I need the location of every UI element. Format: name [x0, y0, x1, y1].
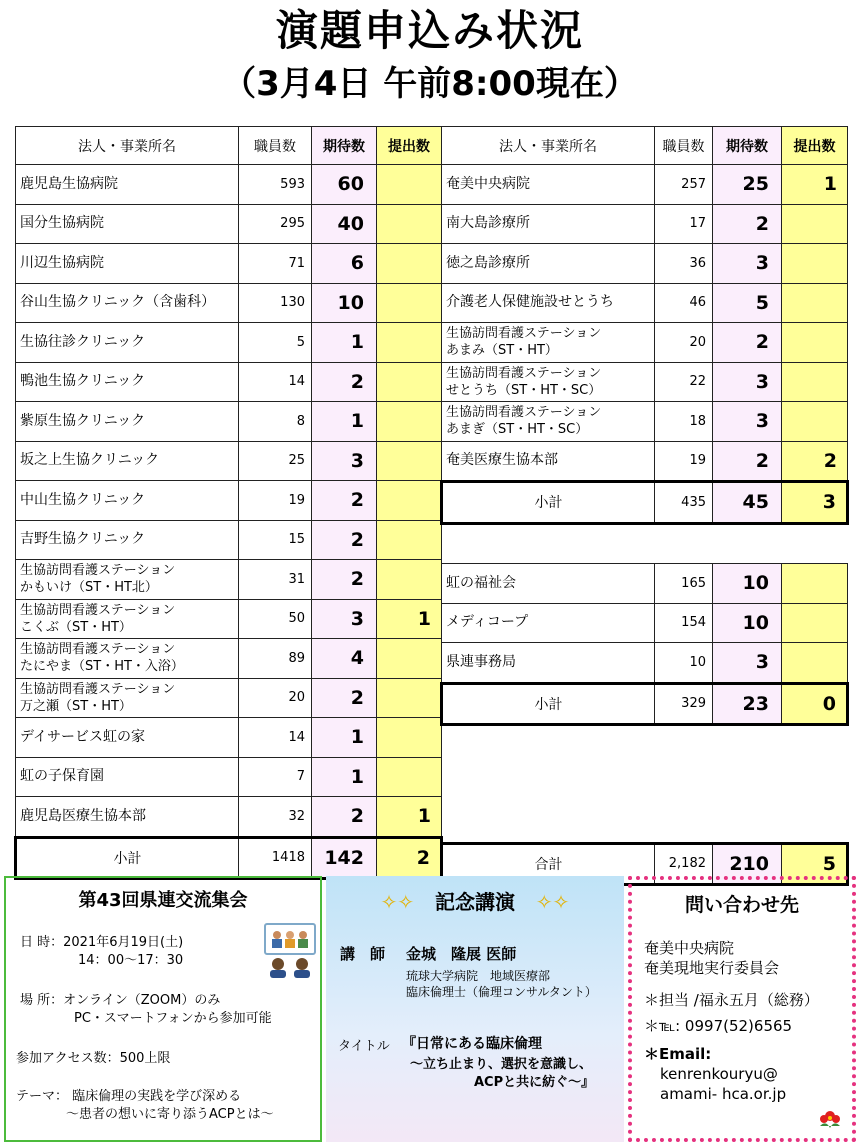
staff-count: 14: [239, 362, 312, 402]
total-expected: 210: [713, 843, 782, 885]
table-row: [16, 481, 442, 521]
total-expected: 23: [713, 683, 782, 725]
staff-count: 18: [655, 402, 713, 442]
expected-count: 1: [312, 718, 377, 758]
expected-count: 2: [312, 520, 377, 560]
expected-count: 10: [312, 283, 377, 323]
sparkle-icon: ✧✧: [380, 890, 415, 914]
header-staff: 職員数: [655, 127, 713, 165]
submitted-count: [377, 560, 442, 600]
submitted-count: [377, 402, 442, 442]
submitted-count: [377, 441, 442, 481]
staff-count: 15: [239, 520, 312, 560]
submitted-count: [377, 481, 442, 521]
table-row: [16, 362, 442, 402]
org-name: [442, 603, 655, 643]
table-row: [16, 283, 442, 323]
submitted-count: [782, 244, 848, 284]
org-name-line: 紫原生協クリニック: [20, 412, 146, 429]
expected-count: 6: [312, 244, 377, 284]
header-submitted: 提出数: [782, 127, 848, 165]
total-submitted: 5: [782, 843, 848, 885]
contact-org: 奄美中央病院: [644, 939, 735, 957]
submitted-count: 1: [377, 599, 442, 639]
org-name-line: 南大島診療所: [446, 215, 530, 232]
org-name: [16, 678, 239, 718]
table-header-row: [16, 127, 442, 165]
org-name-line2: たにやま（ST・HT・入浴）: [20, 659, 184, 675]
spacer-cell: [713, 523, 782, 564]
talk-subtitle: ～立ち止まり、選択を意識し、: [410, 1057, 593, 1072]
header-expected: 期待数: [713, 127, 782, 165]
staff-count: 130: [239, 283, 312, 323]
submitted-count: [377, 204, 442, 244]
header-staff: 職員数: [239, 127, 312, 165]
table-row: [16, 560, 442, 600]
meeting-place-note: PC・スマートフォンから参加可能: [74, 1011, 272, 1026]
submitted-count: [377, 678, 442, 718]
meeting-title: 第43回県連交流集会: [78, 890, 248, 911]
spacer-cell: [655, 725, 713, 765]
org-name: [16, 481, 239, 521]
org-name-line: 生協訪問看護ステーション: [20, 642, 176, 658]
meeting-time: 14：00～17：30: [78, 953, 184, 968]
total-submitted: 2: [377, 837, 442, 879]
submitted-count: [782, 283, 848, 323]
staff-count: 5: [239, 323, 312, 363]
speaker-affiliation: 琉球大学病院 地域医療部: [406, 969, 551, 983]
org-name-line: 中山生協クリニック: [20, 491, 146, 508]
right-table: [440, 126, 849, 886]
org-name-line: 鹿児島生協病院: [20, 175, 118, 192]
org-name-line: 虹の子保育園: [20, 768, 104, 785]
org-name-line: 鹿児島医療生協本部: [20, 807, 146, 824]
table-row: [442, 165, 848, 205]
org-name-line: 県連事務局: [446, 653, 516, 670]
staff-count: 46: [655, 283, 713, 323]
org-name-line: 奄美医療生協本部: [446, 452, 558, 469]
total-submitted: 3: [782, 482, 848, 524]
meeting-place: 場 所：オンライン（ZOOM）のみ: [20, 993, 221, 1008]
org-name: [442, 165, 655, 205]
spacer-cell: [782, 803, 848, 843]
submitted-count: [782, 204, 848, 244]
org-name: [16, 402, 239, 442]
expected-count: 10: [713, 603, 782, 643]
header-name: 法人・事業所名: [442, 127, 655, 165]
submitted-count: [782, 362, 848, 402]
org-name: [442, 402, 655, 442]
expected-count: 3: [713, 402, 782, 442]
submitted-count: 1: [377, 797, 442, 838]
table-row: [16, 718, 442, 758]
right-subtotal-b-row: [442, 683, 848, 725]
org-name: [442, 441, 655, 482]
spacer-cell: [442, 765, 655, 804]
meeting-theme-sub: ～患者の想いに寄り添うACPとは～: [66, 1107, 274, 1122]
table-row: [442, 283, 848, 323]
org-name: [16, 362, 239, 402]
meeting-date: 日 時：2021年6月19日(土): [20, 935, 184, 950]
lecture-title-row: [326, 886, 624, 915]
staff-count: 36: [655, 244, 713, 284]
submitted-count: [782, 402, 848, 442]
table-row: [442, 244, 848, 284]
org-name-line: メディコープ: [446, 614, 529, 631]
submitted-count: [377, 520, 442, 560]
org-name-line: 介護老人保健施設せとうち: [446, 294, 614, 311]
staff-count: 7: [239, 757, 312, 797]
expected-count: 3: [713, 244, 782, 284]
lecture-box: [326, 876, 624, 1142]
total-expected: 45: [713, 482, 782, 524]
expected-count: 2: [312, 560, 377, 600]
staff-count: 19: [655, 441, 713, 482]
submitted-count: [782, 643, 848, 684]
expected-count: 1: [312, 402, 377, 442]
org-name-line2: あまみ（ST・HT）: [446, 343, 558, 359]
staff-count: 71: [239, 244, 312, 284]
org-name-line: 鴨池生協クリニック: [20, 373, 146, 390]
spacer-row: [442, 523, 848, 564]
org-name: [16, 599, 239, 639]
total-label: 小計: [16, 837, 239, 879]
org-name-line: 生協訪問看護ステーション: [446, 405, 602, 421]
expected-count: 25: [713, 165, 782, 205]
spacer-cell: [655, 523, 713, 564]
expected-count: 2: [312, 797, 377, 838]
expected-count: 3: [312, 441, 377, 481]
total-staff: 329: [655, 683, 713, 725]
submitted-count: [782, 603, 848, 643]
staff-count: 20: [655, 323, 713, 363]
spacer-row: [442, 803, 848, 843]
submitted-count: [782, 323, 848, 363]
expected-count: 10: [713, 564, 782, 604]
org-name: [442, 204, 655, 244]
spacer-cell: [442, 725, 655, 765]
spacer-cell: [442, 523, 655, 564]
contact-email[interactable]: kenrenkouryu@: [660, 1065, 778, 1083]
staff-count: 32: [239, 797, 312, 838]
staff-count: 19: [239, 481, 312, 521]
page-subtitle: （3月4日 午前8:00現在）: [222, 64, 638, 104]
lecture-title: 記念講演: [435, 890, 515, 914]
table-row: [16, 678, 442, 718]
org-name-line: 生協訪問看護ステーション: [20, 681, 176, 697]
table-row: [442, 603, 848, 643]
expected-count: 2: [312, 481, 377, 521]
header-expected: 期待数: [312, 127, 377, 165]
org-name-line2: 万之瀬（ST・HT）: [20, 698, 132, 714]
staff-count: 14: [239, 718, 312, 758]
org-name-line: 生協訪問看護ステーション: [20, 563, 176, 579]
expected-count: 40: [312, 204, 377, 244]
header-submitted: 提出数: [377, 127, 442, 165]
total-expected: 142: [312, 837, 377, 879]
org-name: [442, 643, 655, 684]
total-label: 小計: [442, 482, 655, 524]
table-row: [16, 402, 442, 442]
spacer-row: [442, 725, 848, 765]
total-staff: 2,182: [655, 843, 713, 885]
org-name-line: 虹の福祉会: [446, 574, 516, 591]
org-name-line: 生協往診クリニック: [20, 333, 146, 350]
right-subtotal-a-row: [442, 482, 848, 524]
talk-title-label: タイトル: [338, 1039, 390, 1054]
expected-count: 3: [312, 599, 377, 639]
contact-committee: 奄美現地実行委員会: [644, 959, 780, 977]
contact-email-domain[interactable]: amami- hca.or.jp: [660, 1085, 787, 1103]
page-title: 演題申込み状況: [275, 6, 584, 55]
staff-count: 295: [239, 204, 312, 244]
submitted-count: [377, 362, 442, 402]
total-label: 合計: [442, 843, 655, 885]
meeting-theme: テーマ： 臨床倫理の実践を学び深める: [16, 1089, 242, 1104]
spacer-cell: [713, 803, 782, 843]
org-name: [16, 757, 239, 797]
submitted-count: [377, 718, 442, 758]
staff-count: 20: [239, 678, 312, 718]
org-name-line: 谷山生協クリニック（含歯科）: [20, 294, 216, 311]
staff-count: 22: [655, 362, 713, 402]
expected-count: 3: [713, 362, 782, 402]
expected-count: 1: [312, 757, 377, 797]
submitted-count: [377, 323, 442, 363]
submitted-count: 1: [782, 165, 848, 205]
expected-count: 2: [312, 678, 377, 718]
contact-title: 問い合わせ先: [684, 894, 799, 916]
spacer-row: [442, 765, 848, 804]
spacer-cell: [655, 803, 713, 843]
org-name-line2: こくぶ（ST・HT）: [20, 619, 132, 635]
total-staff: 435: [655, 482, 713, 524]
org-name-line: 坂之上生協クリニック: [20, 452, 160, 469]
table-row: [442, 204, 848, 244]
org-name: [16, 441, 239, 481]
staff-count: 257: [655, 165, 713, 205]
expected-count: 2: [713, 204, 782, 244]
org-name: [16, 244, 239, 284]
header-name: 法人・事業所名: [16, 127, 239, 165]
table-row: [442, 402, 848, 442]
total-staff: 1418: [239, 837, 312, 879]
spacer-cell: [442, 803, 655, 843]
table-row: [16, 599, 442, 639]
expected-count: 2: [713, 323, 782, 363]
meeting-info-box: [4, 876, 322, 1142]
submitted-count: [377, 639, 442, 679]
expected-count: 3: [713, 643, 782, 684]
org-name-line2: かもいけ（ST・HT北）: [20, 580, 158, 596]
expected-count: 2: [312, 362, 377, 402]
staff-count: 154: [655, 603, 713, 643]
speaker-label: 講 師: [340, 945, 386, 963]
expected-count: 2: [713, 441, 782, 482]
org-name-line: 生協訪問看護ステーション: [446, 326, 602, 342]
table-row: [16, 323, 442, 363]
org-name: [442, 362, 655, 402]
expected-count: 4: [312, 639, 377, 679]
org-name: [16, 560, 239, 600]
contact-tel: ＊℡: 0997(52)6565: [644, 1017, 793, 1035]
table-row: [16, 757, 442, 797]
table-row: [16, 520, 442, 560]
expected-count: 60: [312, 165, 377, 205]
org-name: [442, 323, 655, 363]
table-row: [16, 165, 442, 205]
staff-count: 89: [239, 639, 312, 679]
talk-subtitle-cont: ACPと共に紡ぐ～』: [474, 1075, 595, 1090]
table-row: [442, 564, 848, 604]
org-name-line: 生協訪問看護ステーション: [446, 365, 602, 381]
table-row: [442, 441, 848, 482]
spacer-cell: [782, 523, 848, 564]
staff-count: 10: [655, 643, 713, 684]
spacer-cell: [713, 765, 782, 804]
online-meeting-icon: [261, 922, 319, 978]
spacer-cell: [782, 765, 848, 804]
table-row: [442, 323, 848, 363]
submitted-count: 2: [782, 441, 848, 482]
org-name: [442, 564, 655, 604]
total-submitted: 0: [782, 683, 848, 725]
submitted-count: [377, 165, 442, 205]
org-name-line2: せとうち（ST・HT・SC）: [446, 382, 602, 398]
sparkle-icon: ✧✧: [535, 890, 570, 914]
spacer-cell: [655, 765, 713, 804]
org-name: [16, 718, 239, 758]
org-name-line2: あまぎ（ST・HT・SC）: [446, 422, 589, 438]
table-row: [16, 441, 442, 481]
contact-box: [628, 876, 856, 1142]
spacer-cell: [782, 725, 848, 765]
flower-icon: [816, 1106, 844, 1132]
org-name-line: デイサービス虹の家: [20, 728, 146, 745]
total-label: 小計: [442, 683, 655, 725]
staff-count: 165: [655, 564, 713, 604]
org-name: [16, 323, 239, 363]
contact-email-label: ＊Email:: [644, 1045, 712, 1063]
org-name: [16, 204, 239, 244]
org-name-line: 奄美中央病院: [446, 175, 530, 192]
submitted-count: [377, 244, 442, 284]
table-row: [16, 204, 442, 244]
org-name: [442, 244, 655, 284]
org-name: [16, 283, 239, 323]
staff-count: 31: [239, 560, 312, 600]
staff-count: 8: [239, 402, 312, 442]
org-name-line: 徳之島診療所: [446, 254, 530, 271]
org-name-line: 国分生協病院: [20, 215, 104, 232]
contact-person: ＊担当 /福永五月（総務）: [644, 991, 819, 1009]
org-name: [16, 165, 239, 205]
spacer-cell: [713, 725, 782, 765]
expected-count: 1: [312, 323, 377, 363]
left-table: [14, 126, 443, 880]
expected-count: 5: [713, 283, 782, 323]
submitted-count: [782, 564, 848, 604]
staff-count: 25: [239, 441, 312, 481]
org-name-line: 吉野生協クリニック: [20, 531, 146, 548]
org-name: [442, 283, 655, 323]
org-name: [16, 797, 239, 838]
org-name: [16, 520, 239, 560]
staff-count: 17: [655, 204, 713, 244]
speaker-role: 臨床倫理士（倫理コンサルタント）: [406, 985, 597, 999]
table-row: [442, 362, 848, 402]
meeting-access: 参加アクセス数：500上限: [16, 1051, 171, 1066]
org-name-line: 川辺生協病院: [20, 254, 104, 271]
table-header-row: [442, 127, 848, 165]
org-name: [16, 639, 239, 679]
table-row: [16, 244, 442, 284]
table-row: [442, 643, 848, 684]
talk-title: 『日常にある臨床倫理: [402, 1036, 542, 1052]
submitted-count: [377, 757, 442, 797]
submitted-count: [377, 283, 442, 323]
table-row: [16, 639, 442, 679]
org-name-line: 生協訪問看護ステーション: [20, 602, 176, 618]
staff-count: 50: [239, 599, 312, 639]
table-row: [16, 797, 442, 838]
speaker-name: 金城 隆展 医師: [406, 945, 517, 963]
left-subtotal-row: [16, 837, 442, 879]
staff-count: 593: [239, 165, 312, 205]
